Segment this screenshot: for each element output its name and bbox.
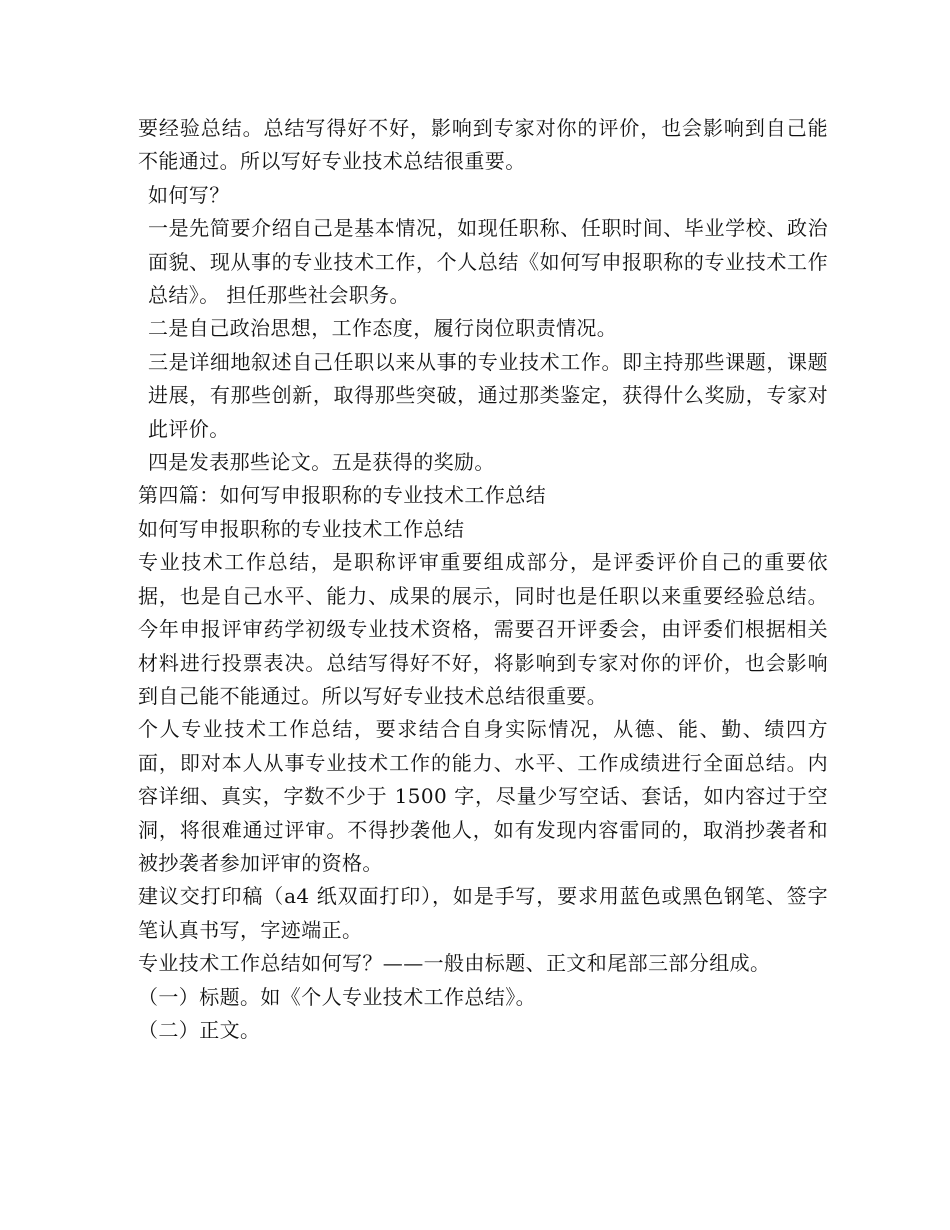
paragraph-9: 专业技术工作总结，是职称评审重要组成部分，是评委评价自己的重要依据，也是自己水平、能力、成果的展示，同时也是任职以来重要经验总结。今年申报评审药学初级专业技术资格，需要召开评委会，由评委们根据相关材料进行投票表决。总结写得好不好，将影响到专家对你的评价，也会影响到自己能不能通过。所以写好专业技术总结很重要。 [138, 550, 828, 708]
paragraph-1: 要经验总结。总结写得好不好，影响到专家对你的评价，也会影响到自己能不能通过。所以写好专业技术总结很重要。 [138, 116, 828, 174]
paragraph-12: 专业技术工作总结如何写？——一般由标题、正文和尾部三部分组成。 [138, 951, 771, 976]
paragraph-14: （二）正文。 [138, 1017, 261, 1042]
paragraph-13: （一）标题。如《个人专业技术工作总结》。 [138, 984, 536, 1009]
paragraph-4: 二是自己政治思想，工作态度，履行岗位职责情况。 [148, 316, 618, 341]
subsection-title: 如何写申报职称的专业技术工作总结 [138, 516, 465, 541]
paragraph-10: 个人专业技术工作总结，要求结合自身实际情况，从德、能、勤、绩四方面，即对本人从事专业技术工作的能力、水平、工作成绩进行全面总结。内容详细、真实，字数不少于 1500 字，尽量少写空话、套话，如内容过于空洞，将很难通过评审。不得抄袭他人，如有发现内容雷同的，取消抄袭者和被抄袭者参加评审的资格。 [138, 717, 828, 875]
paragraph-3: 一是先简要介绍自己是基本情况，如现任职称、任职时间、毕业学校、政治面貌、现从事的专业技术工作，个人总结《如何写申报职称的专业技术工作总结》。 担任那些社会职务。 [148, 216, 828, 308]
document-page [138, 112, 828, 1047]
paragraph-11: 建议交打印稿（a4 纸双面打印），如是手写，要求用蓝色或黑色钢笔、签字笔认真书写，字迹端正。 [138, 884, 828, 942]
paragraph-6: 四是发表那些论文。五是获得的奖励。 [148, 450, 495, 475]
section-heading: 第四篇：如何写申报职称的专业技术工作总结 [138, 483, 546, 508]
paragraph-5: 三是详细地叙述自己任职以来从事的专业技术工作。即主持那些课题，课题进展，有那些创新，取得那些突破，通过那类鉴定，获得什么奖励，专家对此评价。 [148, 349, 828, 441]
paragraph-2: 如何写？ [148, 182, 230, 207]
